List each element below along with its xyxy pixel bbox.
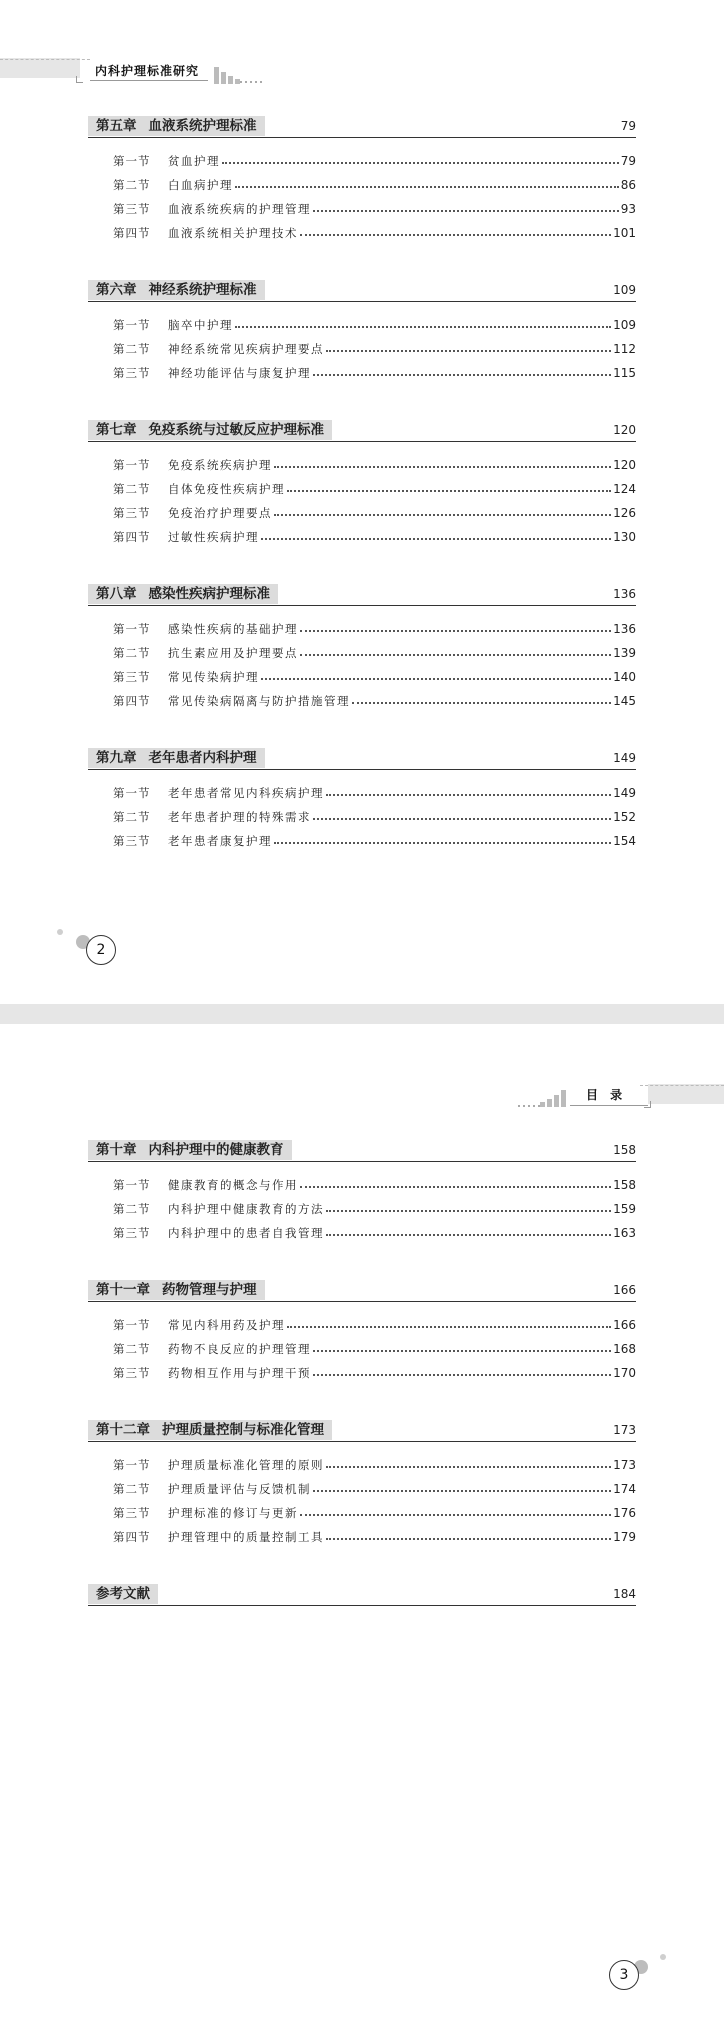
section-entry[interactable] xyxy=(88,641,636,665)
chapter-group xyxy=(88,274,636,385)
dot-leader xyxy=(300,654,611,656)
header-dots-ornament xyxy=(518,1105,540,1107)
chapter-number: 第五章 xyxy=(96,118,137,134)
section-entry[interactable] xyxy=(88,1501,636,1525)
section-page-number: 136 xyxy=(613,622,636,636)
running-header-title: 目 录 xyxy=(586,1088,627,1102)
section-title: 护理质量标准化管理的原则 xyxy=(168,1458,324,1472)
chapter-title: 神经系统护理标准 xyxy=(148,282,257,298)
dot-leader xyxy=(287,490,611,492)
section-number: 第四节 xyxy=(113,530,151,544)
chapter-page-number: 184 xyxy=(613,1587,636,1601)
chapter-rule xyxy=(88,1441,636,1442)
dot-leader xyxy=(326,794,611,796)
chapter-number: 第六章 xyxy=(96,282,137,298)
section-page-number: 126 xyxy=(613,506,636,520)
section-entry[interactable] xyxy=(88,617,636,641)
section-title: 常见传染病隔离与防护措施管理 xyxy=(168,694,350,708)
section-entry[interactable] xyxy=(88,805,636,829)
chapter-title: 免疫系统与过敏反应护理标准 xyxy=(148,422,324,438)
chapter-title: 内科护理中的健康教育 xyxy=(148,1142,284,1158)
section-page-number: 176 xyxy=(613,1506,636,1520)
chapter-page-number: 79 xyxy=(620,119,636,133)
dot-leader xyxy=(300,630,611,632)
dot-leader xyxy=(300,1186,611,1188)
dot-leader xyxy=(274,514,611,516)
section-number: 第三节 xyxy=(113,670,151,684)
section-page-number: 170 xyxy=(613,1366,636,1380)
table-of-contents xyxy=(88,1134,636,1637)
chapter-group xyxy=(88,110,636,245)
section-entry[interactable] xyxy=(88,689,636,713)
dot-leader xyxy=(326,1538,611,1540)
section-number: 第四节 xyxy=(113,694,151,708)
section-number: 第一节 xyxy=(113,622,151,636)
chapter-title-band xyxy=(88,748,265,768)
section-entry[interactable] xyxy=(88,221,636,245)
chapter-group xyxy=(88,742,636,853)
chapter-rule xyxy=(88,137,636,138)
chapter-rule xyxy=(88,769,636,770)
chapter-number: 第八章 xyxy=(96,586,137,602)
section-page-number: 174 xyxy=(613,1482,636,1496)
section-number: 第四节 xyxy=(113,1530,151,1544)
section-entry[interactable] xyxy=(88,453,636,477)
section-title: 自体免疫性疾病护理 xyxy=(168,482,285,496)
section-list xyxy=(88,608,636,713)
section-title: 健康教育的概念与作用 xyxy=(168,1178,298,1192)
header-dashed-line xyxy=(640,1085,724,1086)
section-page-number: 149 xyxy=(613,786,636,800)
chapter-rule xyxy=(88,605,636,606)
dot-leader xyxy=(274,842,611,844)
section-page-number: 109 xyxy=(613,318,636,332)
section-title: 药物相互作用与护理干预 xyxy=(168,1366,311,1380)
section-entry[interactable] xyxy=(88,1525,636,1549)
chapter-page-number: 120 xyxy=(613,423,636,437)
section-number: 第三节 xyxy=(113,1366,151,1380)
section-page-number: 120 xyxy=(613,458,636,472)
section-list xyxy=(88,772,636,853)
section-number: 第二节 xyxy=(113,1202,151,1216)
section-list xyxy=(88,1304,636,1385)
book-page-left xyxy=(0,0,724,1004)
section-page-number: 173 xyxy=(613,1458,636,1472)
chapter-heading[interactable] xyxy=(88,110,636,140)
section-number: 第三节 xyxy=(113,506,151,520)
dot-leader xyxy=(313,818,611,820)
section-title: 免疫系统疾病护理 xyxy=(168,458,272,472)
section-entry[interactable] xyxy=(88,1313,636,1337)
section-page-number: 112 xyxy=(613,342,636,356)
chapter-number: 第九章 xyxy=(96,750,137,766)
section-entry[interactable] xyxy=(88,1173,636,1197)
section-page-number: 139 xyxy=(613,646,636,660)
section-title: 血液系统疾病的护理管理 xyxy=(168,202,311,216)
dot-leader xyxy=(287,1326,611,1328)
chapter-title-band xyxy=(88,116,265,136)
section-page-number: 152 xyxy=(613,810,636,824)
dot-leader xyxy=(261,538,611,540)
section-list xyxy=(88,444,636,549)
section-title: 免疫治疗护理要点 xyxy=(168,506,272,520)
running-header-title: 内科护理标准研究 xyxy=(95,64,200,78)
chapter-title: 药物管理与护理 xyxy=(162,1282,257,1298)
chapter-number: 第七章 xyxy=(96,422,137,438)
section-page-number: 101 xyxy=(613,226,636,240)
section-number: 第二节 xyxy=(113,342,151,356)
section-page-number: 130 xyxy=(613,530,636,544)
chapter-group xyxy=(88,1414,636,1549)
chapter-page-number: 136 xyxy=(613,587,636,601)
section-title: 护理质量评估与反馈机制 xyxy=(168,1482,311,1496)
section-number: 第一节 xyxy=(113,1318,151,1332)
section-number: 第一节 xyxy=(113,786,151,800)
section-list xyxy=(88,1164,636,1245)
section-entry[interactable] xyxy=(88,173,636,197)
page-number-dot-small xyxy=(660,1954,666,1960)
dot-leader xyxy=(300,1514,611,1516)
section-entry[interactable] xyxy=(88,665,636,689)
dot-leader xyxy=(261,678,611,680)
section-list xyxy=(88,1444,636,1549)
chapter-title-band xyxy=(88,420,332,440)
dot-leader xyxy=(235,326,611,328)
section-title: 脑卒中护理 xyxy=(168,318,233,332)
section-entry[interactable] xyxy=(88,361,636,385)
chapter-heading[interactable] xyxy=(88,1134,636,1164)
chapter-title: 感染性疾病护理标准 xyxy=(148,586,270,602)
chapter-rule xyxy=(88,1161,636,1162)
section-number: 第二节 xyxy=(113,178,151,192)
chapter-title: 血液系统护理标准 xyxy=(148,118,257,134)
section-number: 第四节 xyxy=(113,226,151,240)
section-page-number: 145 xyxy=(613,694,636,708)
chapter-heading[interactable] xyxy=(88,742,636,772)
section-entry[interactable] xyxy=(88,1221,636,1245)
chapter-page-number: 158 xyxy=(613,1143,636,1157)
dot-leader xyxy=(313,1350,611,1352)
dot-leader xyxy=(313,374,611,376)
section-title: 护理标准的修订与更新 xyxy=(168,1506,298,1520)
chapter-title: 参考文献 xyxy=(96,1586,150,1602)
dot-leader xyxy=(326,1234,611,1236)
chapter-rule xyxy=(88,301,636,302)
section-entry[interactable] xyxy=(88,501,636,525)
dot-leader xyxy=(326,1466,611,1468)
section-number: 第一节 xyxy=(113,318,151,332)
chapter-group xyxy=(88,578,636,713)
page-number-dot-small xyxy=(57,929,63,935)
section-page-number: 154 xyxy=(613,834,636,848)
section-page-number: 115 xyxy=(613,366,636,380)
section-page-number: 79 xyxy=(620,154,636,168)
section-title: 神经功能评估与康复护理 xyxy=(168,366,311,380)
chapter-title: 老年患者内科护理 xyxy=(148,750,257,766)
section-title: 抗生素应用及护理要点 xyxy=(168,646,298,660)
chapter-number: 第十二章 xyxy=(96,1422,150,1438)
section-entry[interactable] xyxy=(88,1477,636,1501)
dot-leader xyxy=(313,1374,611,1376)
section-entry[interactable] xyxy=(88,1453,636,1477)
section-number: 第三节 xyxy=(113,834,151,848)
section-entry[interactable] xyxy=(88,1361,636,1385)
dot-leader xyxy=(326,1210,611,1212)
section-number: 第一节 xyxy=(113,1178,151,1192)
chapter-group xyxy=(88,1274,636,1385)
section-number: 第二节 xyxy=(113,646,151,660)
dot-leader xyxy=(235,186,619,188)
chapter-number: 第十一章 xyxy=(96,1282,150,1298)
section-page-number: 93 xyxy=(620,202,636,216)
section-title: 老年患者康复护理 xyxy=(168,834,272,848)
chapter-heading[interactable] xyxy=(88,1414,636,1444)
section-title: 神经系统常见疾病护理要点 xyxy=(168,342,324,356)
section-number: 第三节 xyxy=(113,366,151,380)
section-page-number: 159 xyxy=(613,1202,636,1216)
section-page-number: 158 xyxy=(613,1178,636,1192)
chapter-page-number: 166 xyxy=(613,1283,636,1297)
section-title: 感染性疾病的基础护理 xyxy=(168,622,298,636)
section-title: 护理管理中的质量控制工具 xyxy=(168,1530,324,1544)
header-band xyxy=(0,58,80,78)
chapter-title-band xyxy=(88,1584,158,1604)
section-entry[interactable] xyxy=(88,313,636,337)
header-underline xyxy=(570,1105,648,1106)
dot-leader xyxy=(274,466,611,468)
section-entry[interactable] xyxy=(88,477,636,501)
section-number: 第三节 xyxy=(113,1226,151,1240)
chapter-page-number: 109 xyxy=(613,283,636,297)
section-number: 第三节 xyxy=(113,202,151,216)
chapter-heading[interactable] xyxy=(88,414,636,444)
section-entry[interactable] xyxy=(88,337,636,361)
section-number: 第二节 xyxy=(113,1342,151,1356)
dot-leader xyxy=(300,234,611,236)
dot-leader xyxy=(222,162,619,164)
page-number: 3 xyxy=(609,1960,639,1990)
chapter-rule xyxy=(88,1605,636,1606)
chapter-rule xyxy=(88,1301,636,1302)
section-number: 第一节 xyxy=(113,458,151,472)
dot-leader xyxy=(352,702,611,704)
header-underline xyxy=(90,80,208,81)
header-corner-mark xyxy=(76,76,83,83)
table-of-contents xyxy=(88,110,636,882)
dot-leader xyxy=(313,210,619,212)
header-corner-mark xyxy=(644,1101,651,1108)
section-entry[interactable] xyxy=(88,1197,636,1221)
section-page-number: 124 xyxy=(613,482,636,496)
chapter-title-band xyxy=(88,1420,332,1440)
section-page-number: 179 xyxy=(613,1530,636,1544)
section-number: 第三节 xyxy=(113,1506,151,1520)
header-bars-ornament xyxy=(214,66,240,84)
chapter-group xyxy=(88,1134,636,1245)
section-entry[interactable] xyxy=(88,525,636,549)
chapter-title: 护理质量控制与标准化管理 xyxy=(162,1422,324,1438)
chapter-heading[interactable] xyxy=(88,274,636,304)
header-dots-ornament xyxy=(240,81,262,83)
dot-leader xyxy=(313,1490,611,1492)
page-number: 2 xyxy=(86,935,116,965)
chapter-title-band xyxy=(88,1140,292,1160)
section-page-number: 168 xyxy=(613,1342,636,1356)
section-title: 贫血护理 xyxy=(168,154,220,168)
section-list xyxy=(88,140,636,245)
section-number: 第一节 xyxy=(113,1458,151,1472)
section-entry[interactable] xyxy=(88,829,636,853)
section-title: 血液系统相关护理技术 xyxy=(168,226,298,240)
section-page-number: 140 xyxy=(613,670,636,684)
chapter-page-number: 173 xyxy=(613,1423,636,1437)
chapter-heading[interactable] xyxy=(88,1578,636,1608)
header-bars-ornament xyxy=(540,1089,566,1107)
chapter-title-band xyxy=(88,280,265,300)
section-title: 内科护理中健康教育的方法 xyxy=(168,1202,324,1216)
chapter-heading[interactable] xyxy=(88,578,636,608)
chapter-number: 第十章 xyxy=(96,1142,137,1158)
section-title: 老年患者护理的特殊需求 xyxy=(168,810,311,824)
section-title: 老年患者常见内科疾病护理 xyxy=(168,786,324,800)
header-band xyxy=(648,1084,724,1104)
section-entry[interactable] xyxy=(88,197,636,221)
section-title: 常见内科用药及护理 xyxy=(168,1318,285,1332)
chapter-group xyxy=(88,1578,636,1608)
section-entry[interactable] xyxy=(88,149,636,173)
section-title: 常见传染病护理 xyxy=(168,670,259,684)
section-page-number: 166 xyxy=(613,1318,636,1332)
section-list xyxy=(88,304,636,385)
section-title: 过敏性疾病护理 xyxy=(168,530,259,544)
book-page-right xyxy=(0,1024,724,2017)
section-entry[interactable] xyxy=(88,781,636,805)
section-title: 白血病护理 xyxy=(168,178,233,192)
chapter-group xyxy=(88,414,636,549)
section-number: 第二节 xyxy=(113,810,151,824)
chapter-heading[interactable] xyxy=(88,1274,636,1304)
chapter-page-number: 149 xyxy=(613,751,636,765)
section-title: 药物不良反应的护理管理 xyxy=(168,1342,311,1356)
chapter-title-band xyxy=(88,584,278,604)
section-title: 内科护理中的患者自我管理 xyxy=(168,1226,324,1240)
chapter-rule xyxy=(88,441,636,442)
chapter-title-band xyxy=(88,1280,265,1300)
section-number: 第一节 xyxy=(113,154,151,168)
section-number: 第二节 xyxy=(113,482,151,496)
section-entry[interactable] xyxy=(88,1337,636,1361)
dot-leader xyxy=(326,350,611,352)
section-page-number: 163 xyxy=(613,1226,636,1240)
section-page-number: 86 xyxy=(620,178,636,192)
section-number: 第二节 xyxy=(113,1482,151,1496)
header-dashed-line xyxy=(0,59,90,60)
